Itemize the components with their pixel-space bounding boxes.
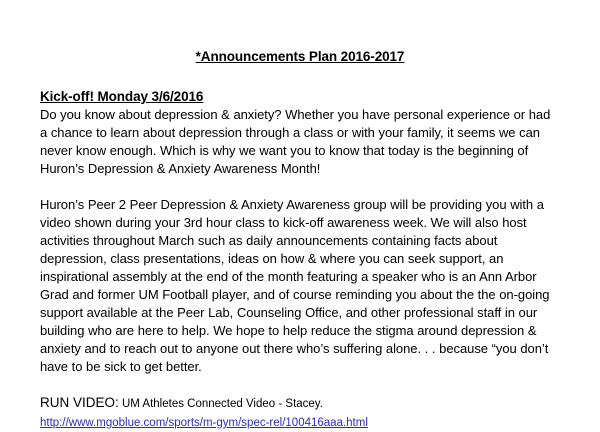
mgoblue-video-link[interactable]: http://www.mgoblue.com/sports/m-gym/spec-rel/100416aaa.html [40,417,368,429]
paragraph-intro: Do you know about depression & anxiety? Whether you have personal experience or had a chance to learn about depression through a class or with your family, it seems we can never know enough. Which is why we want you to know that today is the beginning of Huron’s Depression & Anxiety Awareness Month! [40,107,551,176]
document-title: *Announcements Plan 2016-2017 [195,49,405,64]
kickoff-section-heading: Kick-off! Monday 3/6/2016 [40,89,204,104]
document-body [40,48,560,432]
paragraph-spacer-2 [40,376,560,394]
run-video-label: RUN VIDEO: [40,395,119,410]
run-video-detail: UM Athletes Connected Video - Stacey. [118,398,323,410]
link-row [40,413,560,432]
run-video-line [40,394,560,413]
paragraph-awareness-details: Huron’s Peer 2 Peer Depression & Anxiety Awareness group will be providing you with a video shown during your 3rd hour class to kick-off awareness week. We will also host activities throughout March such as daily announcements containing facts about depression, class presentations, ideas on how & where you can seek support, an inspirational assembly at the end of the month featuring a speaker who is an Ann Arbor Grad and former UM Football player, and of course reminding you about the the on-going support available at the Peer Lab, Counseling Office, and other professional staff in our building who are here to help. We hope to help reduce the stigma around depression & anxiety and to reach out to anyone out there who’s suffering alone. . . because “you don’t have to be sick to get better. [40,197,550,374]
paragraph-spacer [40,178,560,196]
